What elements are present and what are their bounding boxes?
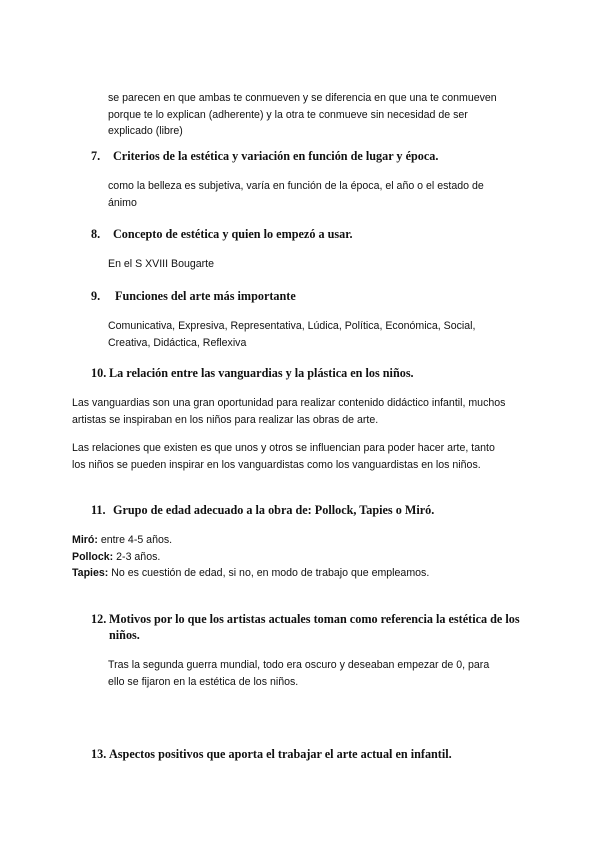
question-10-paragraph-1 (72, 395, 562, 428)
answer-line-pollock (72, 549, 562, 566)
intro-line: porque te lo explican (adherente) y la otra te conmueve sin necesidad de ser (108, 108, 468, 121)
intro-line: explicado (libre) (108, 125, 183, 137)
answer-line-miro (72, 532, 562, 549)
question-8-answer (108, 256, 548, 273)
answer-line-tapies (72, 565, 562, 582)
question-title: Funciones del arte más importante (115, 289, 296, 303)
question-title: Criterios de la estética y variación en función de lugar y época. (113, 149, 439, 163)
question-12-heading (91, 611, 531, 643)
artist-label: Pollock: (72, 550, 114, 563)
question-12-answer (108, 657, 548, 690)
intro-line: se parecen en que ambas te conmueven y se diferencia en que una te conmueven (108, 92, 497, 104)
question-11-heading (91, 502, 551, 518)
question-title (109, 611, 531, 643)
question-title-line: niños. (109, 628, 140, 642)
question-title-line: Motivos por lo que los artistas actuales toman como referencia la estética de los (109, 612, 520, 626)
question-7-heading (91, 148, 551, 164)
answer-text: 2-3 años. (113, 550, 161, 563)
question-number: 8. (91, 227, 101, 241)
question-number: 9. (91, 289, 101, 303)
question-number: 12. (91, 612, 107, 626)
question-title: Grupo de edad adecuado a la obra de: Pollock, Tapies o Miró. (113, 503, 435, 517)
answer-line: Comunicativa, Expresiva, Representativa, Lúdica, Política, Económica, Social, (108, 320, 476, 332)
question-10-heading (91, 365, 551, 381)
question-13-heading (91, 746, 551, 762)
artist-label: Tapies: (72, 567, 109, 579)
question-number: 7. (91, 149, 101, 163)
answer-line: Las relaciones que existen es que unos y otros se influencian para poder hacer arte, tanto (72, 442, 495, 454)
question-7-answer (108, 178, 548, 211)
intro-paragraph (108, 90, 548, 140)
question-title: Concepto de estética y quien lo empezó a usar. (113, 227, 353, 241)
question-number: 10. (91, 366, 107, 380)
answer-line: artistas se inspiraban en los niños para realizar las obras de arte. (72, 413, 379, 426)
question-number: 13. (91, 747, 107, 761)
answer-line: ánimo (108, 196, 137, 209)
question-9-heading (91, 288, 551, 304)
answer-line: los niños se pueden inspirar en los vanguardistas como los vanguardistas en los niños. (72, 458, 481, 471)
question-title: Aspectos positivos que aporta el trabajar el arte actual en infantil. (109, 747, 452, 761)
answer-line: Creativa, Didáctica, Reflexiva (108, 336, 247, 349)
answer-line: Tras la segunda guerra mundial, todo era oscuro y deseaban empezar de 0, para (108, 659, 490, 671)
question-9-answer (108, 318, 548, 351)
question-8-heading (91, 226, 551, 242)
question-title: La relación entre las vanguardias y la plástica en los niños. (109, 366, 414, 380)
question-11-answer (72, 532, 562, 582)
artist-label: Miró: (72, 534, 98, 546)
answer-line: En el S XVIII Bougarte (108, 258, 214, 270)
answer-text: No es cuestión de edad, si no, en modo de trabajo que empleamos. (108, 567, 430, 579)
question-number: 11. (91, 503, 106, 517)
answer-line: como la belleza es subjetiva, varía en función de la época, el año o el estado de (108, 180, 484, 192)
question-10-paragraph-2 (72, 440, 562, 473)
answer-line: ello se fijaron en la estética de los niños. (108, 675, 299, 688)
answer-text: entre 4-5 años. (97, 534, 173, 546)
answer-line: Las vanguardias son una gran oportunidad para realizar contenido didáctico infantil, muchos (72, 397, 506, 409)
